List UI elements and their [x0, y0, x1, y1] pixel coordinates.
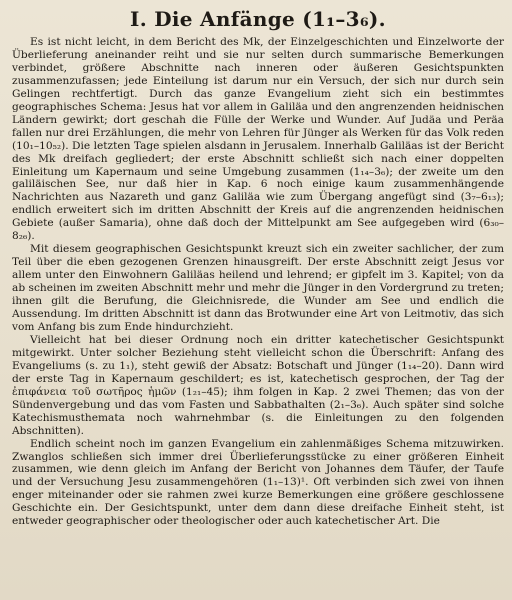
paragraph-2: Mit diesem geographischen Gesichtspunkt kreuzt sich ein zweiter sachlicher, der zum Teil über die eben gezogenen Grenzen hinausgreift. Der erste Abschnitt zeigt Jesus vor allem unter den Einwohnern Galiläas heilend und lehrend; er gipfelt im 3. Kapitel; von da ab scheinen im zweiten Abschnitt mehr und mehr die Jünger in den Vordergrund zu treten; ihnen gilt die Berufung, die Gleichnisrede, die Wunder am See und endlich die Aussendung. Im dritten Abschnitt ist dann das Brotwunder eine Art von Leitmotiv, das sich vom Anfang bis zum Ende hindurchzieht.	[12, 243, 504, 333]
paragraph-1: Es ist nicht leicht, in dem Bericht des Mk, der Einzelgeschichten und Einzelworte der Überlieferung aneinander reiht und sie nur selten durch summarische Bemerkungen verbindet, größere Abschnitte nach inneren oder äußeren Gesichtspunkten zusammenzufassen; jede Einteilung ist darum nur ein Versuch, der sich nur durch sein Gelingen rechtfertigt. Durch das ganze Evangelium zieht sich ein bestimmtes geographisches Schema: Jesus hat vor allem in Galiläa und den angrenzenden heidnischen Ländern gewirkt; dort geschah die Fülle der Werke und Wunder. Auf Judäa und Peräa fallen nur drei Erzählungen, die mehr von Lehren für Jünger als Werken für das Volk reden (10₁–10₅₂). Die letzten Tage spielen alsdann in Jerusalem. Innerhalb Galiläas ist der Bericht des Mk dreifach gegliedert; der erste Abschnitt schließt sich nach einer doppelten Einleitung um Kapernaum und seine Umgebung zusammen (1₁₄–3₆); der zweite um den galiläischen See, nur daß hier in Kap. 6 noch einige kaum zusammenhängende Nachrichten aus Nazareth und ganz Galiläa wie zum Übergang angefügt sind (3₇–6₁₃); endlich erweitert sich im dritten Abschnitt der Kreis auf die angrenzenden heidnischen Gebiete (außer Samaria), ohne daß doch der Mittelpunkt am See aufgegeben wird (6₃₀–8₂₆).	[12, 36, 504, 243]
chapter-heading: I. Die Anfänge (1₁–3₆).	[130, 7, 386, 31]
paragraph-3: Vielleicht hat bei dieser Ordnung noch ein dritter katechetischer Gesichtspunkt mitgewirkt. Unter solcher Beziehung steht vielleicht schon die Überschrift: Anfang des Evangeliums (s. zu 1₁), steht gewiß der Absatz: Botschaft und Jünger (1₁₄–20). Dann wird der erste Tag in Kapernaum geschildert; es ist, katechetisch gesprochen, der Tag der ἐπιφάνεια τοῦ σωτῆρος ἡμῶν (1₂₁–45); ihm folgen in Kap. 2 zwei Themen; das von der Sündenvergebung und das vom Fasten und Sabbathalten (2₁–3₆). Auch später sind solche Katechismusthemata noch wahrnehmbar (s. die Einleitungen zu den folgenden Abschnitten).	[12, 333, 504, 437]
paragraph-4: Endlich scheint noch im ganzen Evangelium ein zahlenmäßiges Schema mitzuwirken. Zwanglos schließen sich immer drei Überlieferungsstücke zu einer größeren Einheit zusammen, wie denn gleich im Anfang der Bericht von Johannes dem Täufer, der Taufe und der Versuchung Jesu zusammengehören (1₁–13)¹. Oft verbinden sich zwei von ihnen enger miteinander oder sie rahmen zwei kurze Bemerkungen eine größere geschlossene Geschichte ein. Der Gesichtspunkt, unter dem dann diese dreifache Einheit steht, ist entweder geographischer oder theologischer oder auch katechetischer Art. Die	[12, 437, 504, 528]
